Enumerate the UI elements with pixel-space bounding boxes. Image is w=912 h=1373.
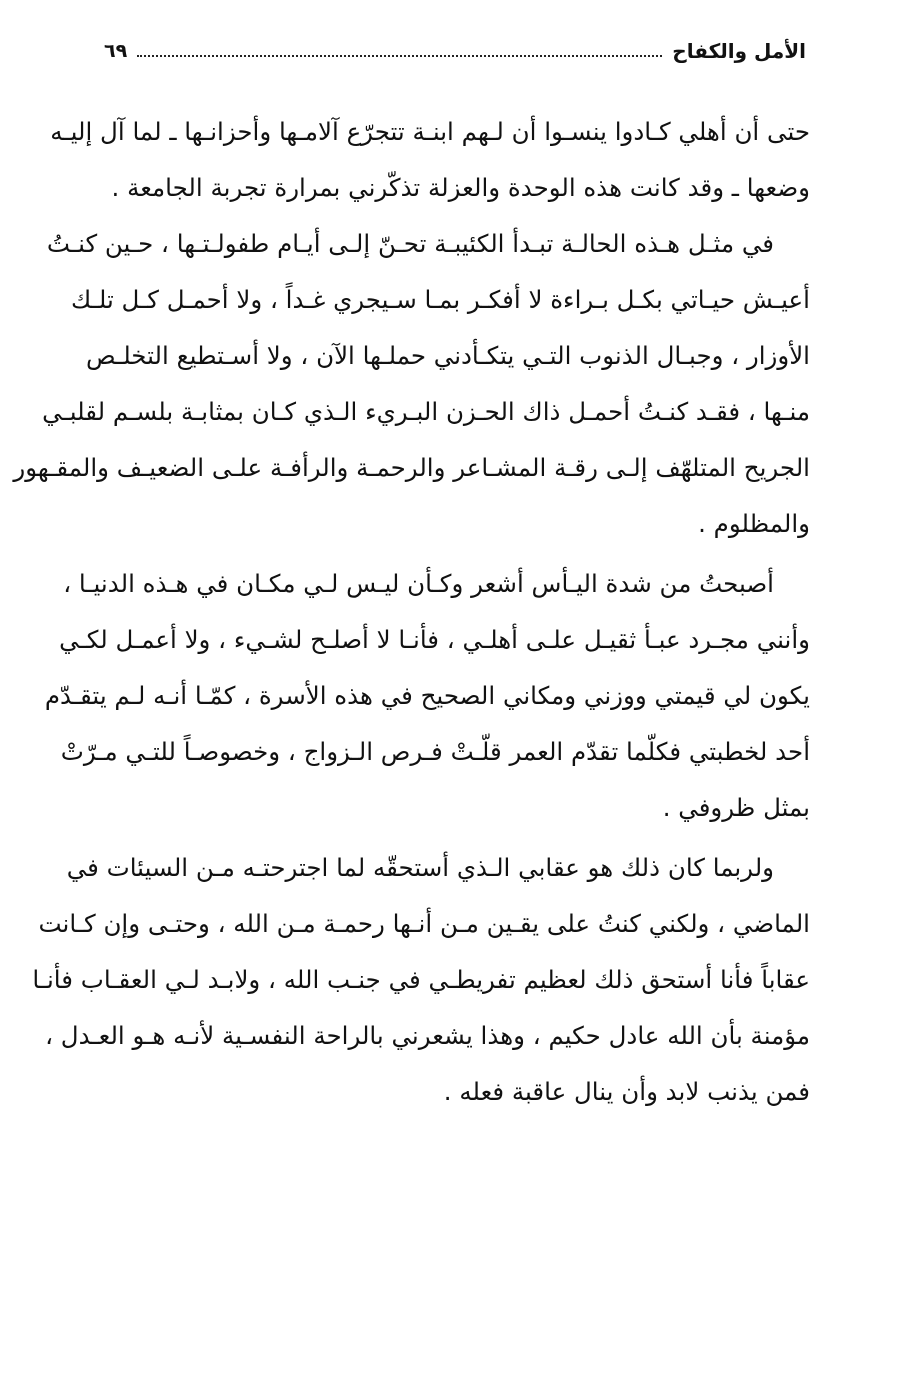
text-line: يكون لي قيمتي ووزني ومكاني الصحيح في هذه الأسرة ، كمّـا أنـه لـم يتقـدّم — [44, 681, 810, 710]
paragraph-1 — [50, 104, 810, 216]
chapter-title: الأمل والكفاح — [672, 39, 806, 63]
text-line: وضعها ـ وقد كانت هذه الوحدة والعزلة تذكّرني بمرارة تجربة الجامعة . — [111, 173, 810, 202]
text-line: ولربما كان ذلك هو عقابي الـذي أستحقّه لما اجترحتـه مـن السيئات في — [66, 853, 774, 882]
paragraph-2 — [13, 216, 810, 552]
text-line: أصبحتُ من شدة اليـأس أشعر وكـأن ليـس لـي مكـان في هـذه الدنيـا ، — [63, 569, 774, 598]
paragraph-4 — [32, 840, 810, 1120]
text-line: حتى أن أهلي كـادوا ينسـوا أن لـهم ابنـة تتجرّع آلامـها وأحزانـها ـ لما آل إليـه — [50, 117, 810, 146]
text-line: أحد لخطبتي فكلّما تقدّم العمر قلّـتْ فـرص الـزواج ، وخصوصـاً للتـي مـرّتْ — [60, 737, 810, 766]
running-header — [104, 34, 806, 68]
text-line: بمثل ظروفي . — [662, 793, 810, 822]
page-number: ٦٩ — [104, 40, 128, 62]
text-line: وأنني مجـرد عبـأ ثقيـل علـى أهلـي ، فأنـا لا أصلـح لشـيء ، ولا أعمـل لكـي — [59, 625, 810, 654]
text-line: أعيـش حيـاتي بكـل بـراءة لا أفكـر بمـا سـيجري غـداً ، ولا أحمـل كـل تلـك — [71, 285, 810, 314]
paragraph-3 — [44, 556, 810, 836]
text-line: منـها ، فقـد كنـتُ أحمـل ذاك الحـزن البـريء الـذي كـان بمثابـة بلسـم لقلبـي — [42, 397, 810, 426]
text-line: الأوزار ، وجبـال الذنوب التـي يتكـأدني حملـها الآن ، ولا أسـتطيع التخلـص — [86, 341, 810, 370]
text-line: في مثـل هـذه الحالـة تبـدأ الكئيبـة تحـنّ إلـى أيـام طفولـتـها ، حـين كنـتُ — [46, 229, 774, 258]
body-text — [13, 104, 810, 1120]
text-line: عقاباً فأنا أستحق ذلك لعظيم تفريطـي في جنـب الله ، ولابـد لـي العقـاب فأنـا — [32, 965, 810, 994]
text-line: والمظلوم . — [698, 509, 810, 538]
text-line: فمن يذنب لابد وأن ينال عاقبة فعله . — [443, 1077, 810, 1106]
text-line: مؤمنة بأن الله عادل حكيم ، وهذا يشعرني بالراحة النفسـية لأنـه هـو العـدل ، — [45, 1021, 810, 1050]
text-line: الجريح المتلهّف إلـى رقـة المشـاعر والرحمـة والرأفـة علـى الضعيـف والمقـهور — [13, 453, 810, 482]
text-line: الماضي ، ولكني كنتُ على يقـين مـن أنـها رحمـة مـن الله ، وحتـى وإن كـانت — [38, 909, 810, 938]
header-dot-leader — [137, 55, 662, 57]
